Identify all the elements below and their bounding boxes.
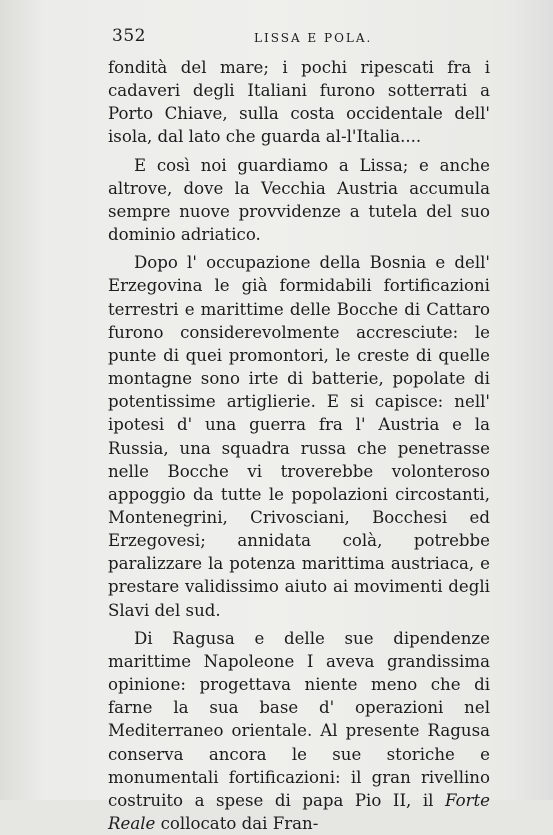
running-head: LISSA E POLA. [254,31,373,45]
forte-reale-italic: Forte Reale [108,790,490,833]
body-text [108,56,490,835]
paragraph-lissa: E così noi guardiamo a Lissa; e anche altrove, dove la Vecchia Austria accumula sempre nuove provvidenze a tutela del suo dominio adriatico. [108,155,490,245]
paragraph-ragusa [108,627,490,835]
paragraph-ragusa-tail: collocato dai Fran- [155,814,319,833]
paragraph-bocche: Dopo l' occupazione della Bosnia e dell' Erzegovina le già formidabili fortificazioni terrestri e marittime delle Bocche di Cattaro furono considerevolmente accresciute: le punte di quei promontori, le creste di quelle montagne sono irte di batterie, popolate di potentissime artiglierie. E si capisce: nell' ipotesi d' una guerra fra l' Austria e la Russia, una squadra russa che penetrasse nelle Bocche vi troverebbe volonteroso appoggio da tutte le popolazioni circostanti, Montenegrini, Crivosciani, Bocchesi ed Erzegovesi; annidata colà, potrebbe paralizzare la potenza marittima austriaca, e prestare validissimo aiuto ai movimenti degli Slavi del sud. [108,253,490,620]
paragraph-ragusa-text: Di Ragusa e delle sue dipendenze marittime Napoleone I aveva grandissima opinione: progettava niente meno che di farne la sua base d' operazioni nel Mediterraneo orientale. Al presente Ragusa conserva ancora le sue storiche e monumentali fortificazioni: il gran rivellino costruito a spese di papa Pio II, il [108,628,490,810]
page-number: 352 [112,26,146,46]
page-header [112,26,482,48]
paragraph-continuation: fondità del mare; i pochi ripescati fra i cadaveri degli Italiani furono sotterrati a Porto Chiave, sulla costa occidentale dell' isola, dal lato che guarda al-l'Italia.... [108,58,490,147]
